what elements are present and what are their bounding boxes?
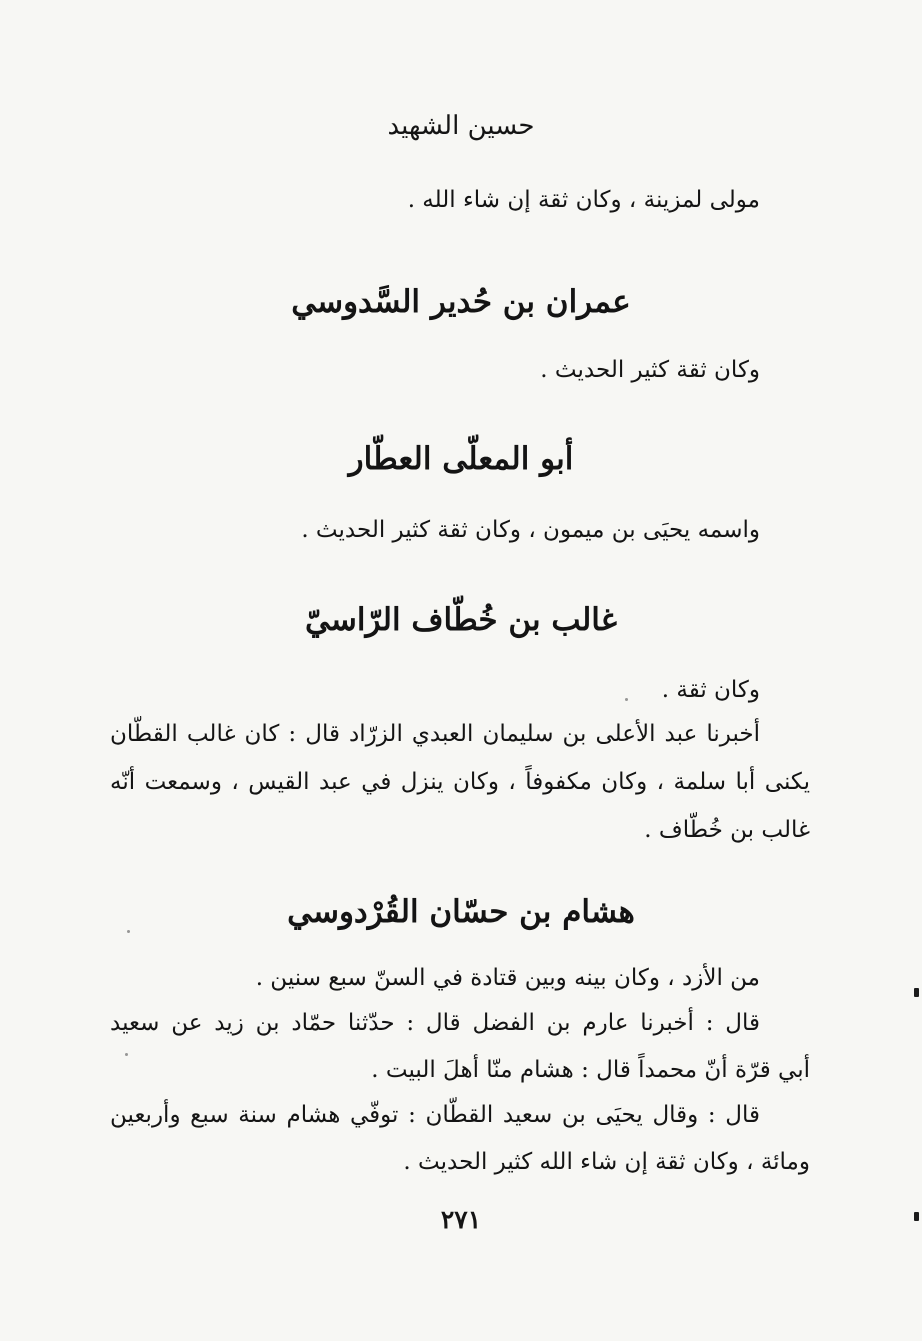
- entry-line: قال : أخبرنا عارم بن الفضل قال : حدّثنا حمّاد بن زيد عن سعيد: [110, 1010, 760, 1036]
- entry-heading: أبو المعلّى العطّار: [348, 441, 574, 477]
- entry-heading: عمران بن حُدير السَّدوسي: [291, 284, 631, 320]
- running-header: حسين الشهيد: [387, 111, 535, 141]
- entry-heading: هشام بن حسّان القُرْدوسي: [287, 894, 635, 930]
- entry-line: أبي قرّة أنّ محمداً قال : هشام منّا أهلَ البيت .: [371, 1057, 810, 1083]
- scan-edge-mark: [914, 988, 919, 997]
- scan-speck: [625, 698, 628, 701]
- scan-speck: [125, 1053, 128, 1056]
- entry-line: واسمه يحيَى بن ميمون ، وكان ثقة كثير الحديث .: [301, 517, 760, 543]
- entry-heading: غالب بن خُطّاف الرّاسيّ: [305, 602, 617, 638]
- entry-line: قال : وقال يحيَى بن سعيد القطّان : توفّي هشام سنة سبع وأربعين: [110, 1102, 760, 1128]
- scan-edge-mark: [914, 1212, 919, 1221]
- page-number: ٢٧١: [440, 1205, 482, 1234]
- entry-line: من الأزد ، وكان بينه وبين قتادة في السنّ سبع سنين .: [255, 965, 760, 991]
- entry-line: غالب بن خُطّاف .: [644, 817, 810, 843]
- entry-line: مولى لمزينة ، وكان ثقة إن شاء الله .: [407, 187, 760, 213]
- entry-line: ومائة ، وكان ثقة إن شاء الله كثير الحديث .: [403, 1149, 810, 1175]
- entry-line: أخبرنا عبد الأعلى بن سليمان العبدي الزرّاد قال : كان غالب القطّان: [110, 721, 760, 747]
- entry-line: وكان ثقة كثير الحديث .: [540, 357, 760, 383]
- entry-line: يكنى أبا سلمة ، وكان مكفوفاً ، وكان ينزل في عبد القيس ، وسمعت أنّه: [110, 769, 810, 795]
- entry-line: وكان ثقة .: [661, 677, 760, 703]
- scan-speck: [127, 930, 130, 933]
